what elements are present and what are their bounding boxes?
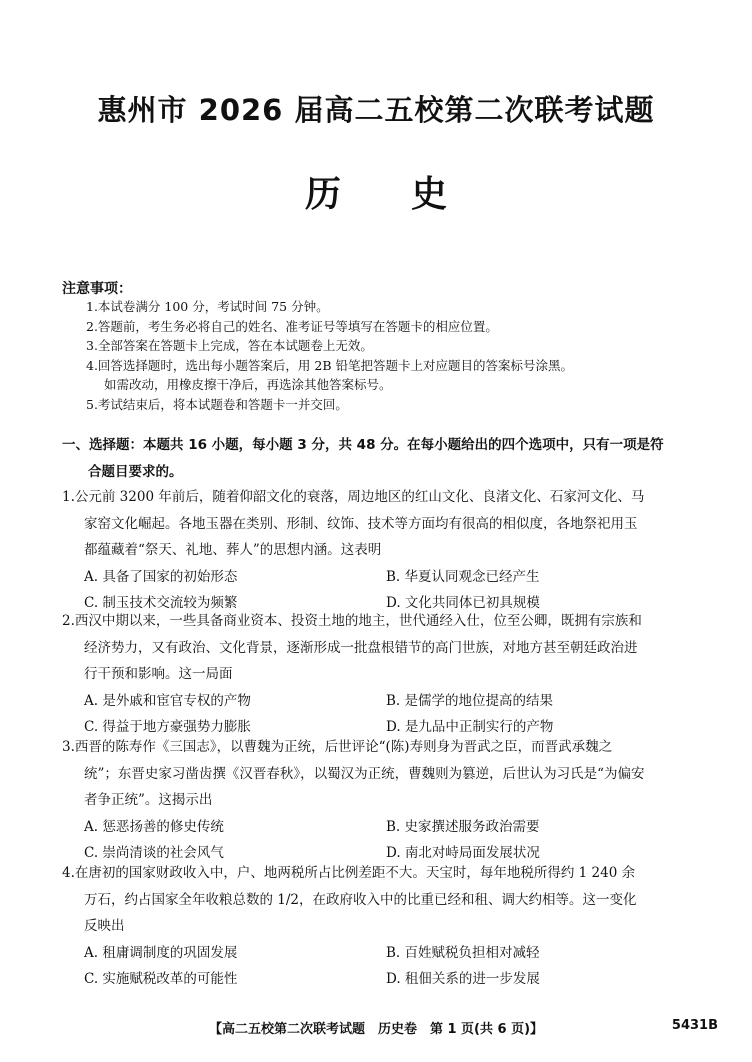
question-stem [62,734,702,814]
option-d: D. 是九品中正制实行的产物 [386,719,554,735]
question-4 [62,860,702,993]
notice-list [86,297,716,414]
notice-item: 3.全部答案在答题卡上完成，答在本试题卷上无效。 [86,338,373,353]
stem-line: 行干预和影响。这一局面 [84,666,233,682]
subject-title: 历史 [304,174,517,215]
notice-item-continuation: 如需改动，用橡皮擦干净后，再选涂其他答案标号。 [104,377,392,392]
option-b: B. 是儒学的地位提高的结果 [386,692,554,709]
question-3 [62,734,702,867]
stem-line: 2.西汉中期以来，一些具备商业资本、投资土地的地主，世代通经入仕，位至公卿，既拥有宗族和 [62,613,642,629]
notice-item: 5.考试结束后，将本试题卷和答题卡一并交回。 [86,396,348,412]
section-heading-line: 合题目要求的。 [88,464,183,480]
option-c: C. 得益于地方豪强势力膨胀 [84,719,251,735]
question-1 [62,484,702,617]
option-a: A. 具备了国家的初始形态 [84,568,238,585]
notice-heading: 注意事项： [62,281,132,297]
question-2 [62,608,702,741]
stem-line: 4.在唐初的国家财政收入中，户、地两税所占比例差距不大。天宝时，每年地税所得约 1 240 余 [62,865,636,881]
option-b: B. 华夏认同观念已经产生 [386,568,540,585]
option-d: D. 文化共同体已初具规模 [386,595,540,611]
stem-line: 3.西晋的陈寿作《三国志》，以曹魏为正统，后世评论“(陈)寿则身为晋武之臣，而晋武承魏之 [62,739,613,755]
stem-line: 万石，约占国家全年收粮总数的 1/2，在政府收入中的比重已经和租、调大约相等。这一变化 [84,891,637,908]
footer-code: 5431B [671,1018,718,1033]
stem-line: 都蕴藏着“祭天、礼地、葬人”的思想内涵。这表明 [84,542,382,558]
stem-line: 经济势力，又有政治、文化背景，逐渐形成一批盘根错节的高门世族，对地方甚至朝廷政治进 [84,639,638,656]
stem-line: 反映出 [84,918,125,934]
question-stem [62,484,702,564]
stem-line: 家窑文化崛起。各地玉器在类别、形制、纹饰、技术等方面均有很高的相似度，各地祭祀用玉 [84,515,638,532]
option-a: A. 惩恶扬善的修史传统 [84,818,224,835]
section-heading-line: 一、选择题：本题共 16 小题，每小题 3 分，共 48 分。在每小题给出的四个选项中，只有一项是符 [62,437,664,453]
exam-title: 惠州市 2026 届高二五校第二次联考试题 [97,93,655,127]
notice-item: 4.回答选择题时，选出每小题答案后，用 2B 铅笔把答题卡上对应题目的答案标号涂黑。 [86,357,574,373]
question-stem [62,860,702,940]
option-d: D. 租佃关系的进一步发展 [386,971,540,987]
option-b: B. 百姓赋税负担相对减轻 [386,944,540,961]
stem-line: 1.公元前 3200 年前后，随着仰韶文化的衰落，周边地区的红山文化、良渚文化、石家河文化、马 [62,489,645,505]
question-options [62,814,702,867]
question-stem [62,608,702,688]
footer-page-info: 【高二五校第二次联考试题 历史卷 第 1 页(共 6 页)】 [208,1022,544,1037]
question-options [62,940,702,993]
section-heading [62,432,702,486]
option-b: B. 史家撰述服务政治需要 [386,818,540,835]
option-c: C. 崇尚清谈的社会风气 [84,845,224,861]
stem-line: 统”；东晋史家习凿齿撰《汉晋春秋》，以蜀汉为正统，曹魏则为篡逆，后世认为习氏是“为偏安 [84,765,645,782]
option-d: D. 南北对峙局面发展状况 [386,845,540,861]
option-c: C. 实施赋税改革的可能性 [84,971,238,987]
option-c: C. 制玉技术交流较为频繁 [84,595,238,611]
question-options [62,688,702,741]
option-a: A. 是外戚和宦官专权的产物 [84,692,251,709]
notice-item: 2.答题前，考生务必将自己的姓名、准考证号等填写在答题卡的相应位置。 [86,318,498,334]
option-a: A. 租庸调制度的巩固发展 [84,944,238,961]
notice-item: 1.本试卷满分 100 分，考试时间 75 分钟。 [86,299,329,314]
stem-line: 者争正统”。这揭示出 [84,792,213,808]
